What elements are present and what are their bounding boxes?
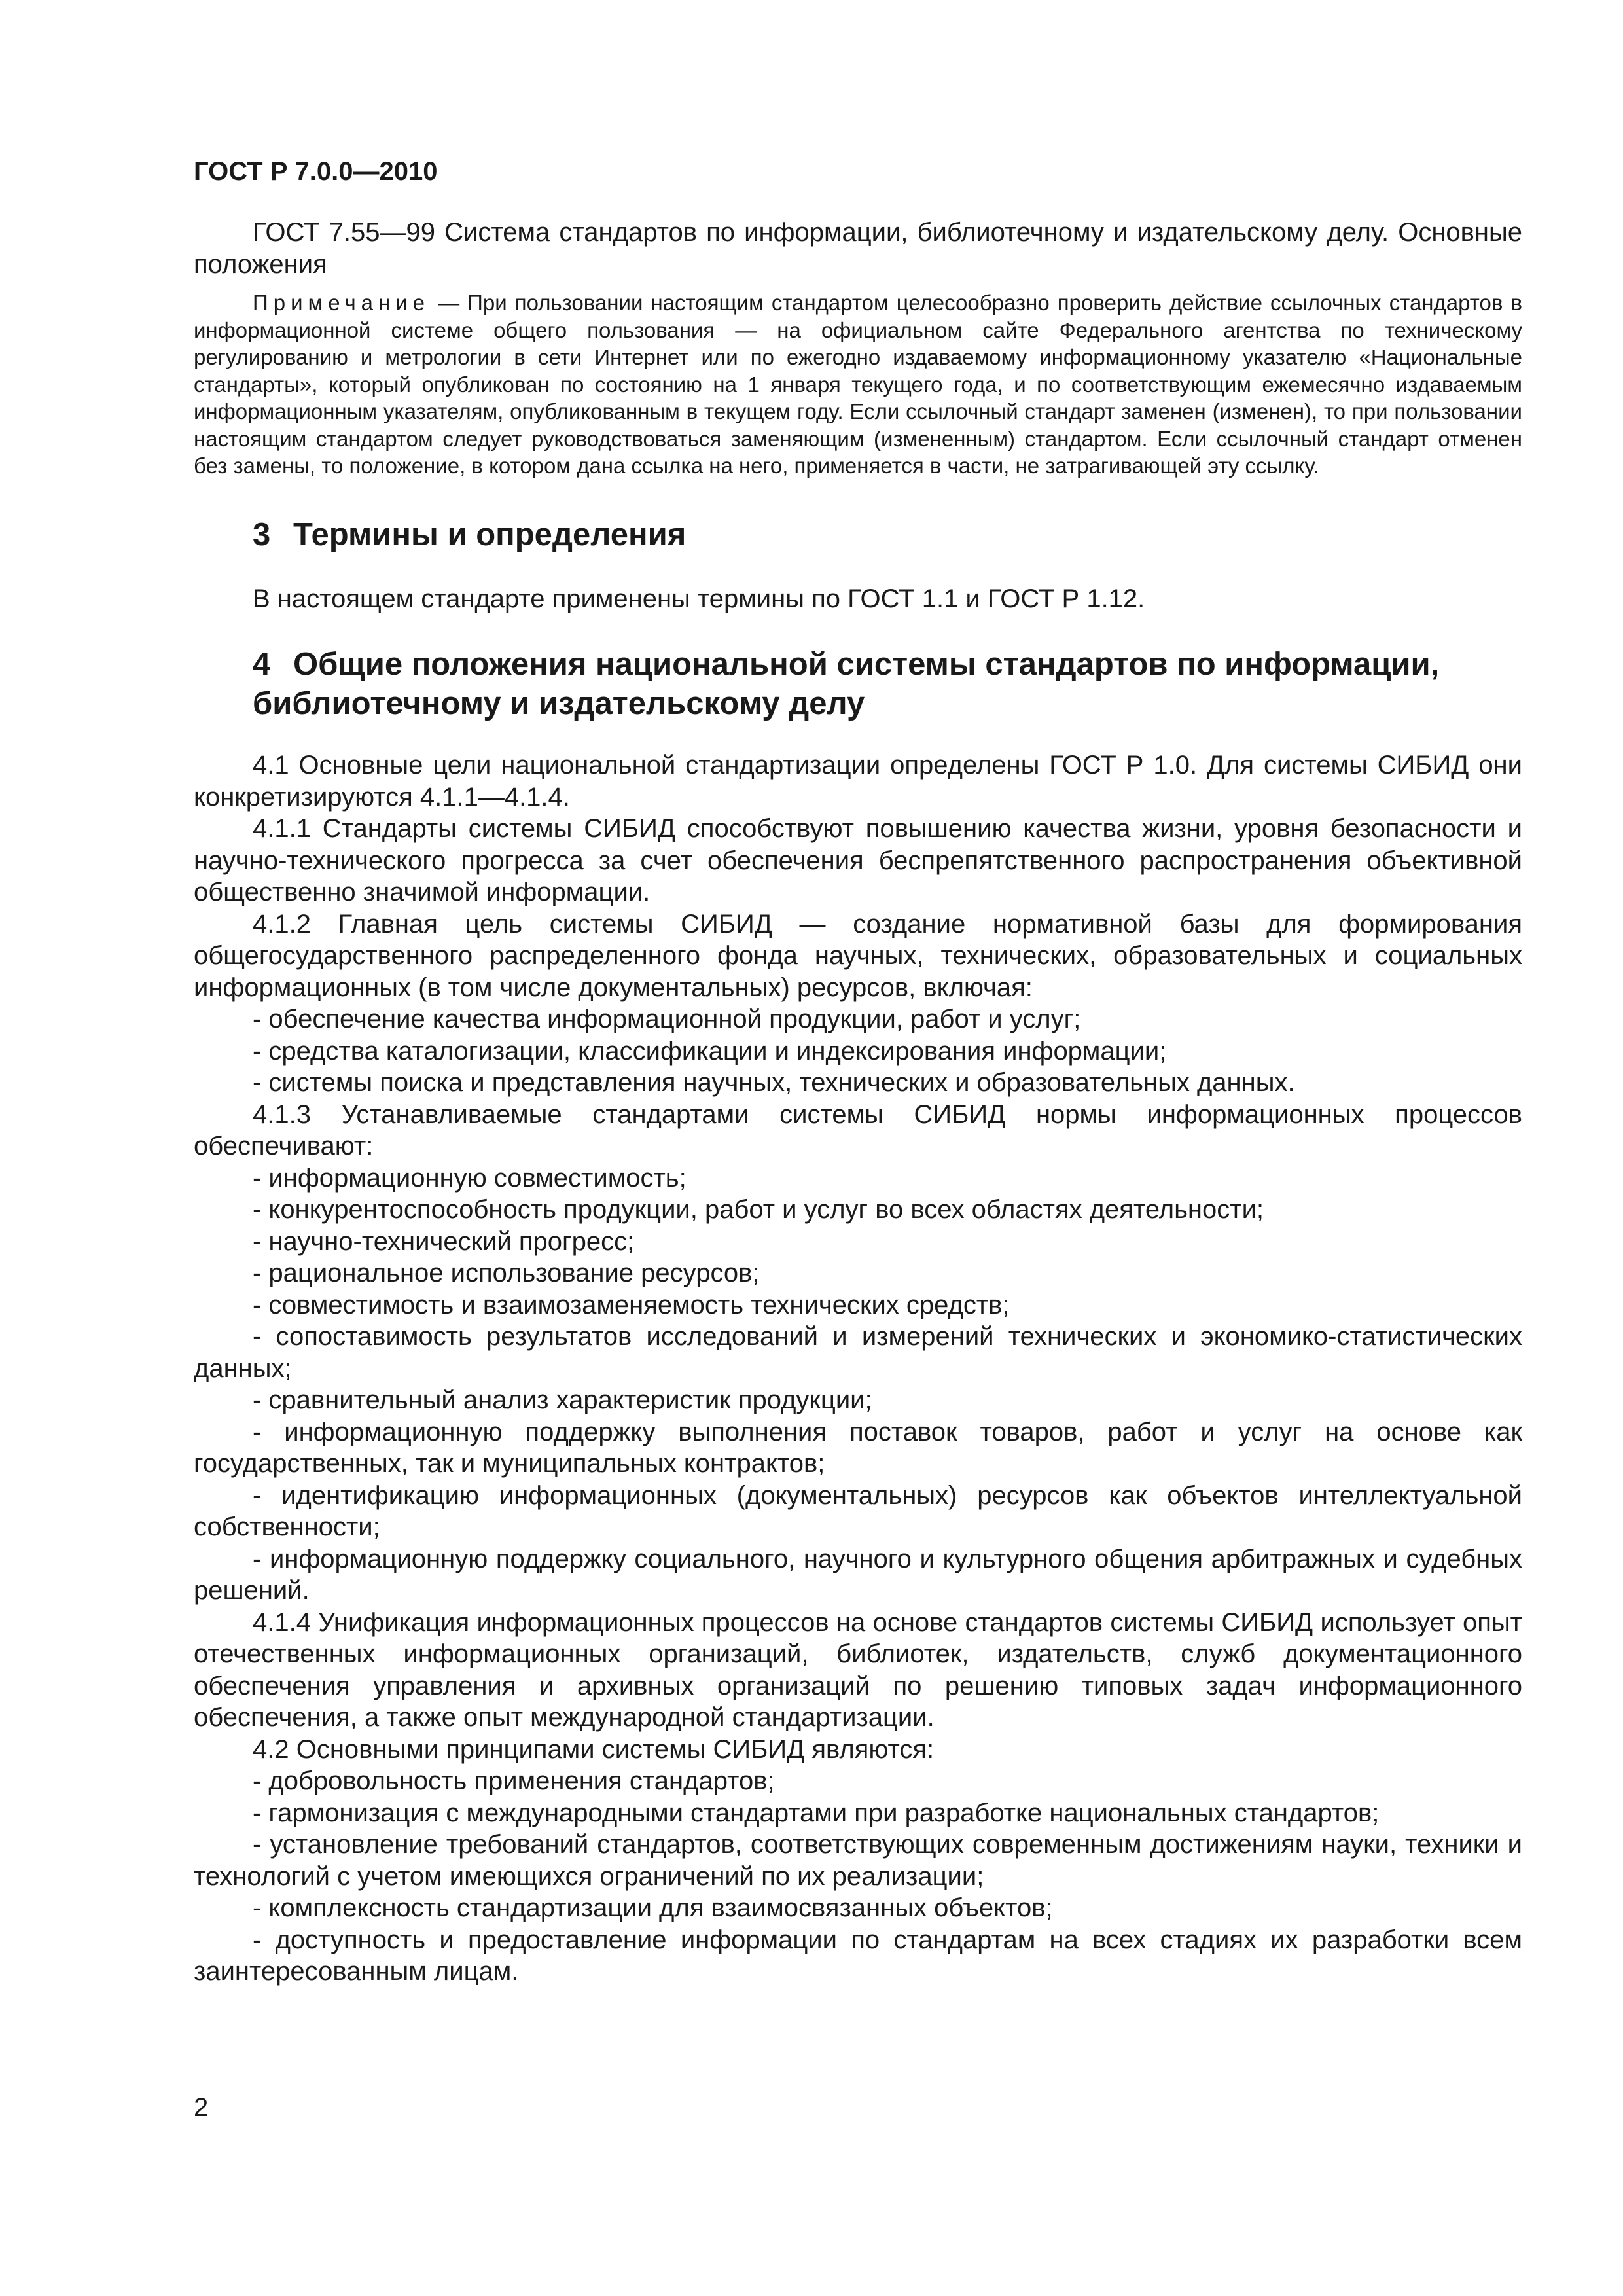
- document-id: ГОСТ Р 7.0.0—2010: [194, 157, 438, 186]
- section-3-text: В настоящем стандарте применены термины по ГОСТ 1.1 и ГОСТ Р 1.12.: [253, 584, 1145, 613]
- reference-entry: ГОСТ 7.55—99 Система стандартов по информации, библиотечному и издательскому делу. Основные положения: [194, 218, 1522, 279]
- note-text: — При пользовании настоящим стандартом целесообразно проверить действие ссылочных стандартов в информационной системе общего пользования — на официальном сайте Федерального агентства по техническому регулированию и метрологии в сети Интернет или по ежегодно издаваемому информационному указателю «Национальные стандарты», который опубликован по состоянию на 1 января текущего года, и по соответствующим ежемесячно издаваемым информационным указателям, опубликованным в текущем году. Если ссылочный стандарт заменен (изменен), то при пользовании настоящим стандартом следует руководствоваться заменяющим (измененным) стандартом. Если ссылочный стандарт отменен без замены, то положение, в котором дана ссылка на него, применяется в части, не затрагивающей эту ссылку.: [194, 291, 1522, 478]
- list-item: - информационную поддержку выполнения поставок товаров, работ и услуг на основе как государственных, так и муниципальных контрактов;: [194, 1417, 1522, 1478]
- list-item: - сравнительный анализ характеристик продукции;: [253, 1386, 872, 1414]
- list-item: - конкурентоспособность продукции, работ и услуг во всех областях деятельности;: [253, 1195, 1264, 1224]
- section-3-heading: [194, 515, 1522, 554]
- section-3-title: Термины и определения: [293, 516, 687, 552]
- section-3-number: 3: [253, 516, 271, 552]
- section-4-body: [194, 749, 1522, 1988]
- section-4-title-line1: Общие положения национальной системы стандартов по информации,: [293, 647, 1440, 682]
- list-item: - научно-технический прогресс;: [253, 1227, 635, 1256]
- list-item: - добровольность применения стандартов;: [253, 1767, 775, 1795]
- paragraph: 4.1.2 Главная цель системы СИБИД — создание нормативной базы для формирования общегосударственного распределенного фонда научных, технических, образовательных и социальных информационных (в том числе документальных) ресурсов, включая:: [194, 909, 1522, 1002]
- list-item: - сопоставимость результатов исследований и измерений технических и экономико-статистических данных;: [194, 1322, 1522, 1383]
- list-item: - гармонизация с международными стандартами при разработке национальных стандартов;: [253, 1798, 1380, 1827]
- page-number: 2: [194, 2093, 209, 2122]
- section-4-heading: [194, 645, 1522, 723]
- list-item: - комплексность стандартизации для взаимосвязанных объектов;: [253, 1893, 1053, 1922]
- document-page: [194, 157, 1522, 1988]
- paragraph: 4.1.3 Устанавливаемые стандартами системы СИБИД нормы информационных процессов обеспечивают:: [194, 1100, 1522, 1160]
- list-item: - обеспечение качества информационной продукции, работ и услуг;: [253, 1005, 1081, 1033]
- list-item: - установление требований стандартов, соответствующих современным достижениям науки, техники и технологий с учетом имеющихся ограничений по их реализации;: [194, 1830, 1522, 1891]
- paragraph: 4.1.4 Унификация информационных процессов на основе стандартов системы СИБИД использует опыт отечественных информационных организаций, библиотек, издательств, служб документационного обеспечения управления и архивных организаций по решению типовых задач информационного обеспечения, а также опыт международной стандартизации.: [194, 1607, 1522, 1732]
- list-item: - информационную совместимость;: [253, 1163, 687, 1193]
- note-paragraph: [194, 289, 1522, 480]
- list-item: - рациональное использование ресурсов;: [253, 1259, 760, 1287]
- section-4-title-line2: библиотечному и издательскому делу: [253, 686, 865, 721]
- list-item: - идентификацию информационных (документальных) ресурсов как объектов интеллектуальной собственности;: [194, 1480, 1522, 1541]
- list-item: - средства каталогизации, классификации и индексирования информации;: [253, 1036, 1167, 1066]
- list-item: - системы поиска и представления научных, технических и образовательных данных.: [253, 1068, 1295, 1097]
- paragraph: 4.1 Основные цели национальной стандартизации определены ГОСТ Р 1.0. Для системы СИБИД они конкретизируются 4.1.1—4.1.4.: [194, 751, 1522, 812]
- list-item: - информационную поддержку социального, научного и культурного общения арбитражных и судебных решений.: [194, 1544, 1522, 1605]
- section-4-number: 4: [253, 647, 271, 682]
- paragraph: 4.1.1 Стандарты системы СИБИД способствуют повышению качества жизни, уровня безопасности и научно-технического прогресса за счет обеспечения беспрепятственного распространения объективной общественно значимой информации.: [194, 814, 1522, 906]
- list-item: - совместимость и взаимозаменяемость технических средств;: [253, 1290, 1010, 1319]
- paragraph: 4.2 Основными принципами системы СИБИД являются:: [253, 1734, 935, 1764]
- list-item: - доступность и предоставление информации по стандартам на всех стадиях их разработки всем заинтересованным лицам.: [194, 1925, 1522, 1986]
- note-label: Примечание: [253, 291, 431, 315]
